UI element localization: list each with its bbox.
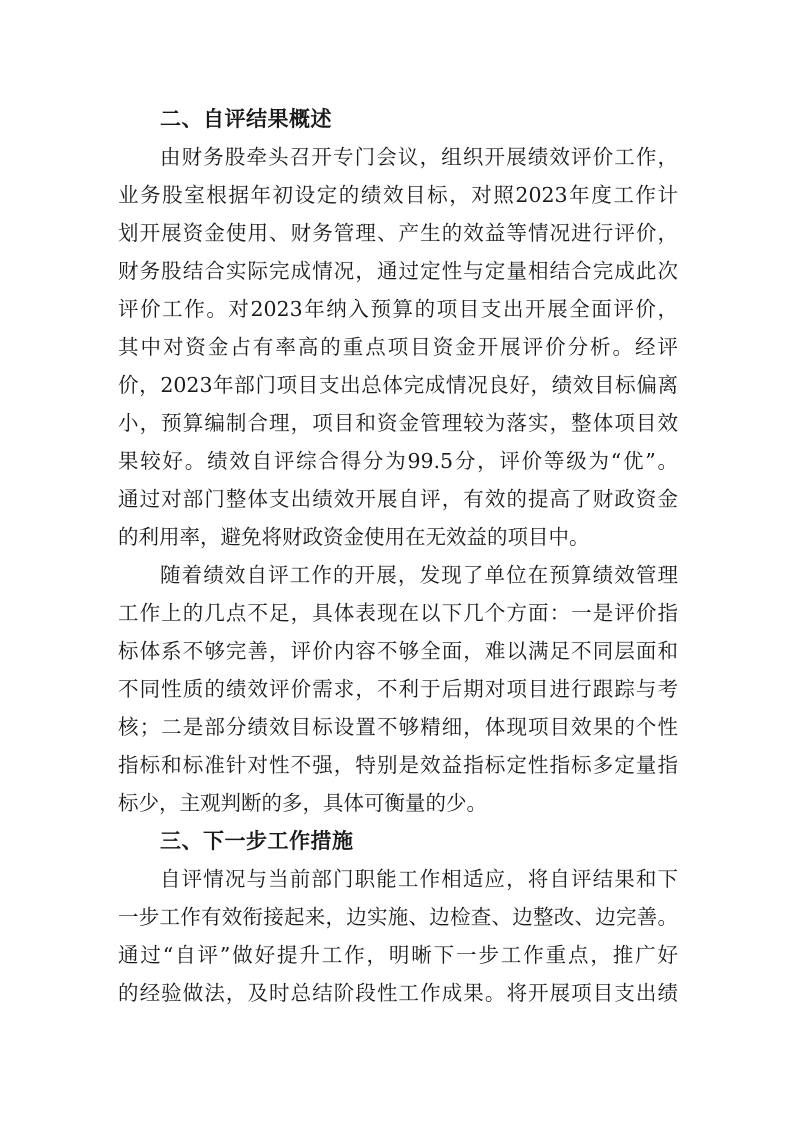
text-line: 的利用率，避免将财政资金使用在无效益的项目中。 <box>118 525 590 549</box>
text-line: 评价工作。对2023年纳入预算的项目支出开展全面评价， <box>118 297 678 321</box>
text-line: 价，2023年部门项目支出总体完成情况良好，绩效目标偏离 <box>118 373 678 397</box>
text-line: 的经验做法，及时总结阶段性工作成果。将开展项目支出绩 <box>118 981 678 1005</box>
text-line: 自评情况与当前部门职能工作相适应，将自评结果和下 <box>160 867 678 891</box>
text-line: 果较好。绩效自评综合得分为99.5分，评价等级为“优”。 <box>118 449 678 473</box>
text-line: 工作上的几点不足，具体表现在以下几个方面：一是评价指 <box>118 601 678 625</box>
text-line: 指标和标准针对性不强，特别是效益指标定性指标多定量指 <box>118 753 678 777</box>
text-line: 标少，主观判断的多，具体可衡量的少。 <box>118 791 487 815</box>
text-line: 财务股结合实际完成情况，通过定性与定量相结合完成此次 <box>118 259 678 283</box>
paragraph-next-steps <box>118 860 678 1012</box>
section-heading-self-evaluation-summary: 二、自评结果概述 <box>160 107 332 131</box>
text-line: 通过对部门整体支出绩效开展自评，有效的提高了财政资金 <box>118 487 678 511</box>
section-heading-next-steps: 三、下一步工作措施 <box>160 829 354 853</box>
text-line: 一步工作有效衔接起来，边实施、边检查、边整改、边完善。 <box>118 905 678 929</box>
paragraph-shortcomings <box>118 556 678 822</box>
text-line: 其中对资金占有率高的重点项目资金开展评价分析。经评 <box>118 335 678 359</box>
paragraph-evaluation-process <box>118 138 678 556</box>
text-line: 划开展资金使用、财务管理、产生的效益等情况进行评价， <box>118 221 678 245</box>
text-line: 不同性质的绩效评价需求，不利于后期对项目进行跟踪与考 <box>118 677 678 701</box>
document-page <box>118 100 678 1012</box>
text-line: 标体系不够完善，评价内容不够全面，难以满足不同层面和 <box>118 639 678 663</box>
text-line: 小，预算编制合理，项目和资金管理较为落实，整体项目效 <box>118 411 678 435</box>
text-line: 通过“自评”做好提升工作，明晰下一步工作重点，推广好 <box>118 943 678 967</box>
text-line: 业务股室根据年初设定的绩效目标，对照2023年度工作计 <box>118 183 678 207</box>
text-line: 随着绩效自评工作的开展，发现了单位在预算绩效管理 <box>160 563 678 587</box>
text-line: 核；二是部分绩效目标设置不够精细，体现项目效果的个性 <box>118 715 678 739</box>
text-line: 由财务股牵头召开专门会议，组织开展绩效评价工作， <box>160 145 678 169</box>
